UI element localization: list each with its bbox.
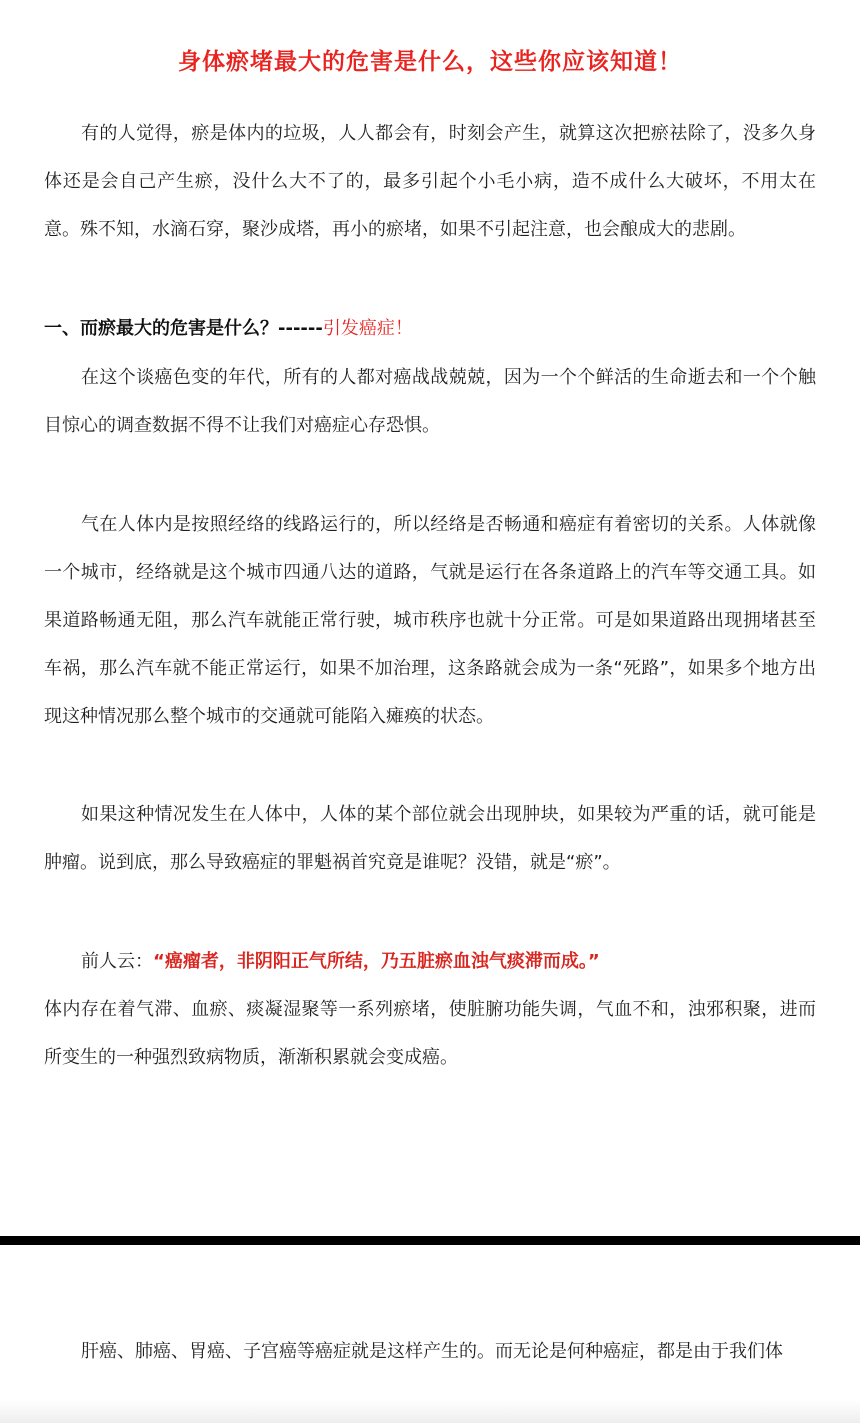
section-divider: [0, 1236, 860, 1245]
intro-paragraph: 有的人觉得，瘀是体内的垃圾，人人都会有，时刻会产生，就算这次把瘀祛除了，没多久身体还是会自己产生瘀，没什么大不了的，最多引起个小毛小病，造不成什么大破坏，不用太在意。殊不知，水滴石穿，聚沙成塔，再小的瘀堵，如果不引起注意，也会酿成大的悲剧。: [44, 123, 816, 240]
bottom-fade: [0, 1400, 860, 1423]
section-heading-suffix: ！: [394, 318, 413, 339]
quote-text: “癌瘤者，非阴阳正气所结，乃五脏瘀血浊气痰滞而成。”: [153, 951, 600, 972]
quote-intro: 前人云：: [81, 951, 153, 972]
paragraph-cancer-types: 肝癌、肺癌、胃癌、子宫癌等癌症就是这样产生的。而无论是何种癌症，都是由于我们体: [81, 1341, 783, 1362]
paragraph-meridian-city: 气在人体内是按照经络的线路运行的，所以经络是否畅通和癌症有着密切的关系。人体就像一个城市，经络就是这个城市四通八达的道路，气就是运行在各条道路上的汽车等交通工具。如果道路畅通无阻，那么汽车就能正常行驶，城市秩序也就十分正常。可是如果道路出现拥堵甚至车祸，那么汽车就不能正常运行，如果不加治理，这条路就会成为一条“死路”，如果多个地方出现这种情况那么整个城市的交通就可能陷入瘫痪的状态。: [44, 514, 816, 727]
section-heading: [44, 309, 816, 349]
paragraph-tumor: 如果这种情况发生在人体中，人体的某个部位就会出现肿块，如果较为严重的话，就可能是肿瘤。说到底，那么导致癌症的罪魁祸首究竟是谁呢？没错，就是“瘀”。: [44, 804, 816, 873]
article-title: 身体瘀堵最大的危害是什么，这些你应该知道！: [178, 49, 682, 75]
section-heading-prefix: 一、而瘀最大的危害是什么？------: [44, 318, 323, 339]
paragraph-cancer-fear: 在这个谈癌色变的年代，所有的人都对癌战战兢兢，因为一个个鲜活的生命逝去和一个个触目惊心的调查数据不得不让我们对癌症心存恐惧。: [44, 367, 816, 436]
ancient-quote-line: [81, 942, 821, 982]
section-heading-accent: 引发癌症: [322, 318, 395, 339]
paragraph-stasis-types: 体内存在着气滞、血瘀、痰凝湿聚等一系列瘀堵，使脏腑功能失调，气血不和，浊邪积聚，进而所变生的一种强烈致病物质，渐渐积累就会变成癌。: [44, 999, 816, 1068]
